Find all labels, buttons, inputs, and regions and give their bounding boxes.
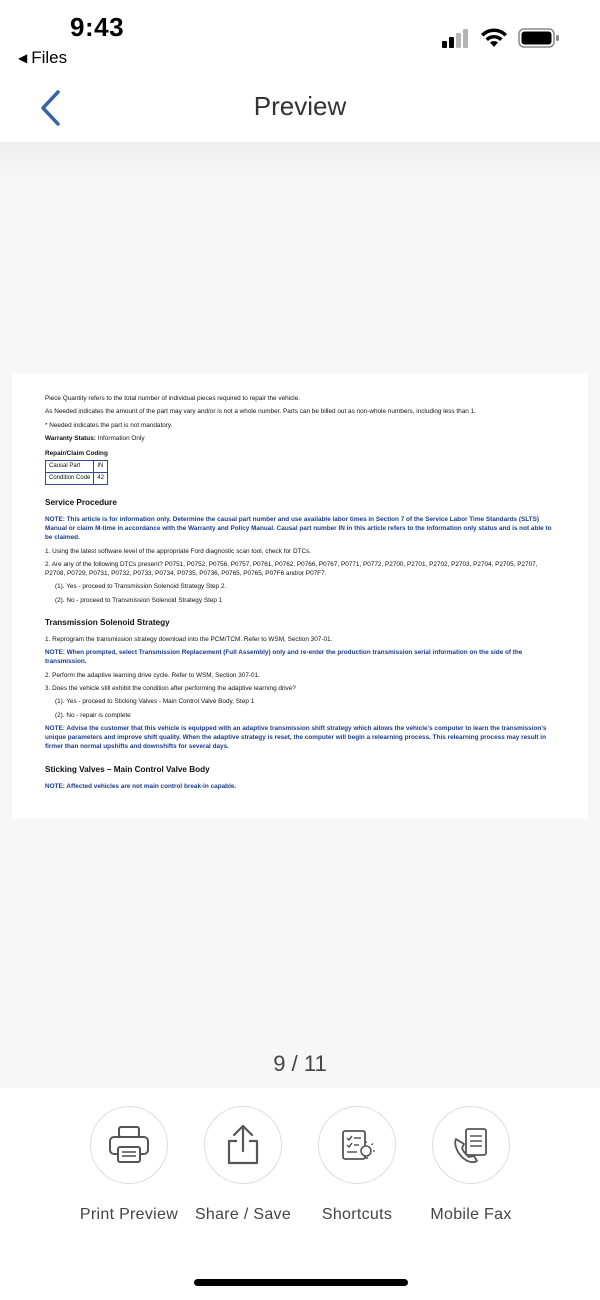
intro-line: As Needed indicates the amount of the part may vary and/or is not a whole number. Parts can be billed out as non-whole numbers, including less than 1.	[45, 408, 476, 416]
nav-bar	[0, 80, 600, 142]
coding-table	[45, 460, 108, 484]
coding-label: Causal Part	[46, 461, 94, 473]
sticking-heading: Sticking Valves – Main Control Valve Body	[45, 764, 210, 774]
cellular-signal-icon	[442, 28, 470, 48]
page-title: Preview	[253, 91, 347, 121]
print-preview-label: Print Preview	[79, 1206, 179, 1223]
wifi-icon	[480, 28, 508, 48]
sticking-note: NOTE: Affected vehicles are not main control break-in capable.	[45, 782, 237, 790]
action-bar	[0, 1088, 600, 1300]
share-save-label: Share / Save	[194, 1206, 292, 1223]
share-circle	[204, 1106, 282, 1184]
shortcuts-circle	[318, 1106, 396, 1184]
coding-title: Repair/Claim Coding	[45, 450, 108, 458]
battery-icon	[518, 28, 560, 48]
warranty-status	[45, 434, 556, 443]
document-page	[12, 374, 588, 818]
warranty-value: Information Only	[97, 434, 145, 442]
mobile-fax-label: Mobile Fax	[430, 1206, 512, 1223]
intro-line: Piece Quantity refers to the total number of individual pieces required to repair the vehicle.	[45, 395, 301, 402]
printer-icon	[107, 1125, 151, 1165]
document-viewer[interactable]	[0, 142, 600, 1088]
table-row	[46, 461, 108, 473]
solenoid-step: 2. Perform the adaptive learning drive cycle. Refer to WSM, Section 307-01.	[45, 671, 260, 679]
solenoid-option: (1). Yes - proceed to Sticking Valves - Main Control Valve Body, Step 1	[55, 698, 255, 706]
page-indicator: 9 / 11	[273, 1051, 327, 1076]
coding-value: 42	[94, 473, 108, 485]
shortcuts-label: Shortcuts	[321, 1206, 393, 1223]
status-bar	[0, 0, 600, 80]
service-step: 1. Using the latest software level of the appropriate Ford diagnostic scan tool, check for DTCs.	[45, 547, 312, 555]
warranty-label: Warranty Status:	[45, 434, 96, 442]
table-row	[46, 473, 108, 485]
status-time: 9:43	[70, 12, 125, 42]
service-note: NOTE: This article is for information only. Determine the causal part number and use available labor times in Section 7 of the Service Labor Time Standards (SLTS) Manual or claim M-time in accordance with the Warranty and Policy Manual. Causal part number IN in this article refers to the information only status and is not able to be claimed.	[45, 515, 552, 542]
solenoid-step: 1. Reprogram the transmission strategy download into the PCM/TCM. Refer to WSM, Section 307-01.	[45, 635, 333, 643]
status-icons	[442, 28, 560, 48]
service-option: (2). No - proceed to Transmission Solenoid Strategy Step 1	[55, 596, 223, 604]
service-option: (1). Yes - proceed to Transmission Solenoid Strategy Step 2.	[55, 583, 227, 591]
home-indicator[interactable]	[194, 1279, 408, 1286]
service-step: 2. Are any of the following DTCs present? P0751, P0752, P0756, P0757, P0761, P0762, P0766, P0767, P0771, P0772, P2700, P2701, P2702, P2703, P2704, P2705, P2707, P2708, P0729, P0731, P0732, P0733, P0734, P0735, P0736, P0765, P0765, P07F6 and/or P07F7.	[45, 560, 538, 578]
share-save-button[interactable]	[186, 1106, 300, 1224]
solenoid-heading: Transmission Solenoid Strategy	[45, 617, 170, 627]
intro-line: * Needed indicates the part is not mandatory.	[45, 421, 173, 429]
print-preview-button[interactable]	[72, 1106, 186, 1224]
back-triangle-icon: ◀	[18, 51, 28, 65]
fax-phone-icon	[450, 1125, 492, 1165]
print-circle	[90, 1106, 168, 1184]
back-app-label: Files	[31, 48, 68, 67]
shortcuts-button[interactable]	[300, 1106, 414, 1224]
solenoid-option: (2). No - repair is complete	[55, 711, 131, 719]
checklist-lightbulb-icon	[337, 1125, 377, 1165]
coding-label: Condition Code	[46, 473, 94, 485]
mobile-fax-button[interactable]	[414, 1106, 528, 1224]
share-icon	[223, 1123, 263, 1167]
solenoid-note: NOTE: Advise the customer that this vehicle is equipped with an adaptive transmission shift strategy which allows the vehicle's computer to learn the transmission's unique parameters and improve shift quality. When the adaptive strategy is reset, the computer will begin a relearning process. This relearning process may result in firmer than normal upshifts and downshifts for several days.	[45, 724, 547, 751]
fax-circle	[432, 1106, 510, 1184]
solenoid-step: 3. Does the vehicle still exhibit the condition after performing the adaptive learning drive?	[45, 684, 296, 692]
coding-value: IN	[94, 461, 108, 473]
back-to-app-link[interactable]	[18, 48, 67, 68]
service-heading: Service Procedure	[45, 497, 117, 507]
solenoid-note: NOTE: When prompted, select Transmission Replacement (Full Assembly) only and re-enter the production transmission serial information on the side of the transmission.	[45, 649, 523, 666]
